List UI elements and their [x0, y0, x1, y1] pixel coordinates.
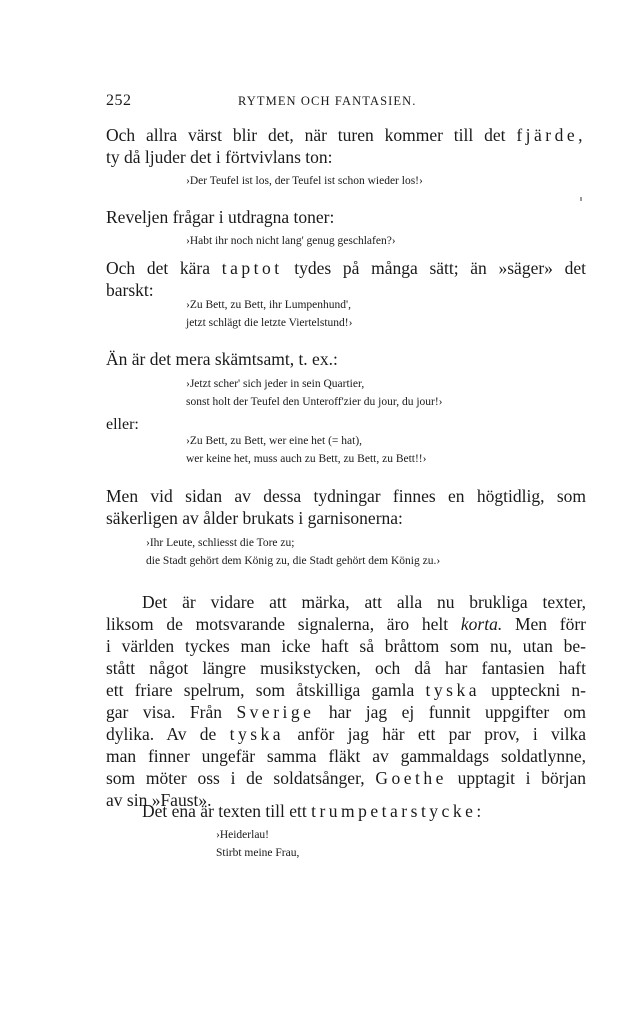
running-title: RYTMEN OCH FANTASIEN. [238, 94, 417, 108]
quote-3 [186, 296, 352, 332]
quote-line: Stirbt meine Frau, [216, 847, 300, 859]
quote-6 [146, 534, 440, 570]
paragraph-4 [106, 348, 586, 370]
quote-line: ›Der Teufel ist los, der Teufel ist schon wieder los!› [186, 175, 423, 187]
quote-line: ›Zu Bett, zu Bett, wer eine het (= hat), [186, 435, 363, 447]
page-number: 252 [106, 92, 132, 109]
spaced-word: tyska [425, 680, 480, 700]
text-line: stått något längre musikstycken, och då har fantasien haft [106, 658, 586, 678]
text-line: av sin »Faust». [106, 790, 212, 810]
text-segment: ett friare spelrum, som åtskilliga gamla [106, 680, 426, 700]
paragraph-1 [106, 124, 586, 168]
paragraph-7 [106, 591, 586, 811]
quote-line: ›Jetzt scher' sich jeder in sein Quartier, [186, 378, 365, 390]
quote-1 [186, 172, 423, 190]
paragraph-8 [106, 800, 622, 822]
text-line [106, 124, 586, 146]
text-segment: har jag ej funnit uppgifter om [314, 702, 586, 722]
print-speck [580, 197, 582, 201]
quote-line: die Stadt gehört dem König zu, die Stadt gehört dem König zu.› [146, 555, 441, 567]
text-segment: Och det kära [106, 258, 222, 278]
text-segment: tydes på många sätt; än »säger» det [282, 258, 586, 278]
text-line: eller: [106, 416, 139, 433]
text-segment: anför jag här ett par prov, i vilka [284, 724, 587, 744]
text-line: Men vid sidan av dessa tydningar finnes en högtidlig, som [106, 486, 586, 506]
quote-line: ›Habt ihr noch nicht lang' genug geschlafen?› [186, 235, 396, 247]
text-line: barskt: [106, 280, 154, 300]
italic-word: korta. [460, 614, 503, 634]
quote-line: ›Heiderlau! [216, 829, 269, 841]
spaced-word: taptot [221, 258, 283, 278]
text-line: i världen tyckes man icke haft så bråttom som nu, utan be- [106, 636, 586, 656]
spaced-word: trumpetarstycke: [311, 801, 485, 821]
text-line: säkerligen av ålder brukats i garnisonerna: [106, 508, 403, 528]
paragraph-6 [106, 485, 586, 529]
paragraph-2 [106, 206, 586, 228]
text-segment: uppteckni n- [479, 680, 586, 700]
spaced-word: Goethe [375, 768, 447, 788]
quote-line: wer keine het, muss auch zu Bett, zu Bett, zu Bett!!› [186, 453, 427, 465]
text-line: man finner ungefär samma fläkt av gammaldags soldatlynne, [106, 746, 586, 766]
text-segment: Och allra värst blir det, när turen kommer till det [106, 125, 517, 145]
text-line: Reveljen frågar i utdragna toner: [106, 207, 335, 227]
text-line [106, 257, 586, 279]
paragraph-3 [106, 257, 586, 301]
text-line [106, 679, 586, 701]
quote-2 [186, 232, 396, 250]
quote-5 [186, 432, 426, 468]
text-line [106, 613, 586, 635]
page-header [106, 92, 586, 112]
text-segment: dylika. Av de [106, 724, 230, 744]
quote-line: jetzt schlägt die letzte Viertelstund!› [186, 317, 353, 329]
text-segment: Det ena är texten till ett [142, 801, 312, 821]
text-segment: Men förr [502, 614, 586, 634]
quote-line: ›Zu Bett, zu Bett, ihr Lumpenhund', [186, 299, 351, 311]
spaced-word: fjärde, [516, 125, 586, 145]
text-line [106, 767, 586, 789]
spaced-word: Sverige [236, 702, 315, 722]
text-segment: liksom de motsvarande signalerna, äro helt [106, 614, 461, 634]
text-segment: gar visa. Från [106, 702, 237, 722]
quote-line: ›Ihr Leute, schliesst die Tore zu; [146, 537, 295, 549]
text-segment: upptagit i början [446, 768, 586, 788]
text-line: Det är vidare att märka, att alla nu brukliga texter, [142, 592, 586, 612]
text-line [142, 800, 622, 822]
text-segment: som möter oss i de soldatsånger, [106, 768, 376, 788]
spaced-word: tyska [229, 724, 285, 744]
quote-4 [186, 375, 443, 411]
text-line [106, 723, 586, 745]
quote-7 [216, 826, 299, 862]
text-line: Än är det mera skämtsamt, t. ex.: [106, 349, 338, 369]
text-line: ty då ljuder det i förtvivlans ton: [106, 147, 333, 167]
text-line [106, 701, 586, 723]
quote-line: sonst holt der Teufel den Unteroff'zier du jour, du jour!› [186, 396, 443, 408]
